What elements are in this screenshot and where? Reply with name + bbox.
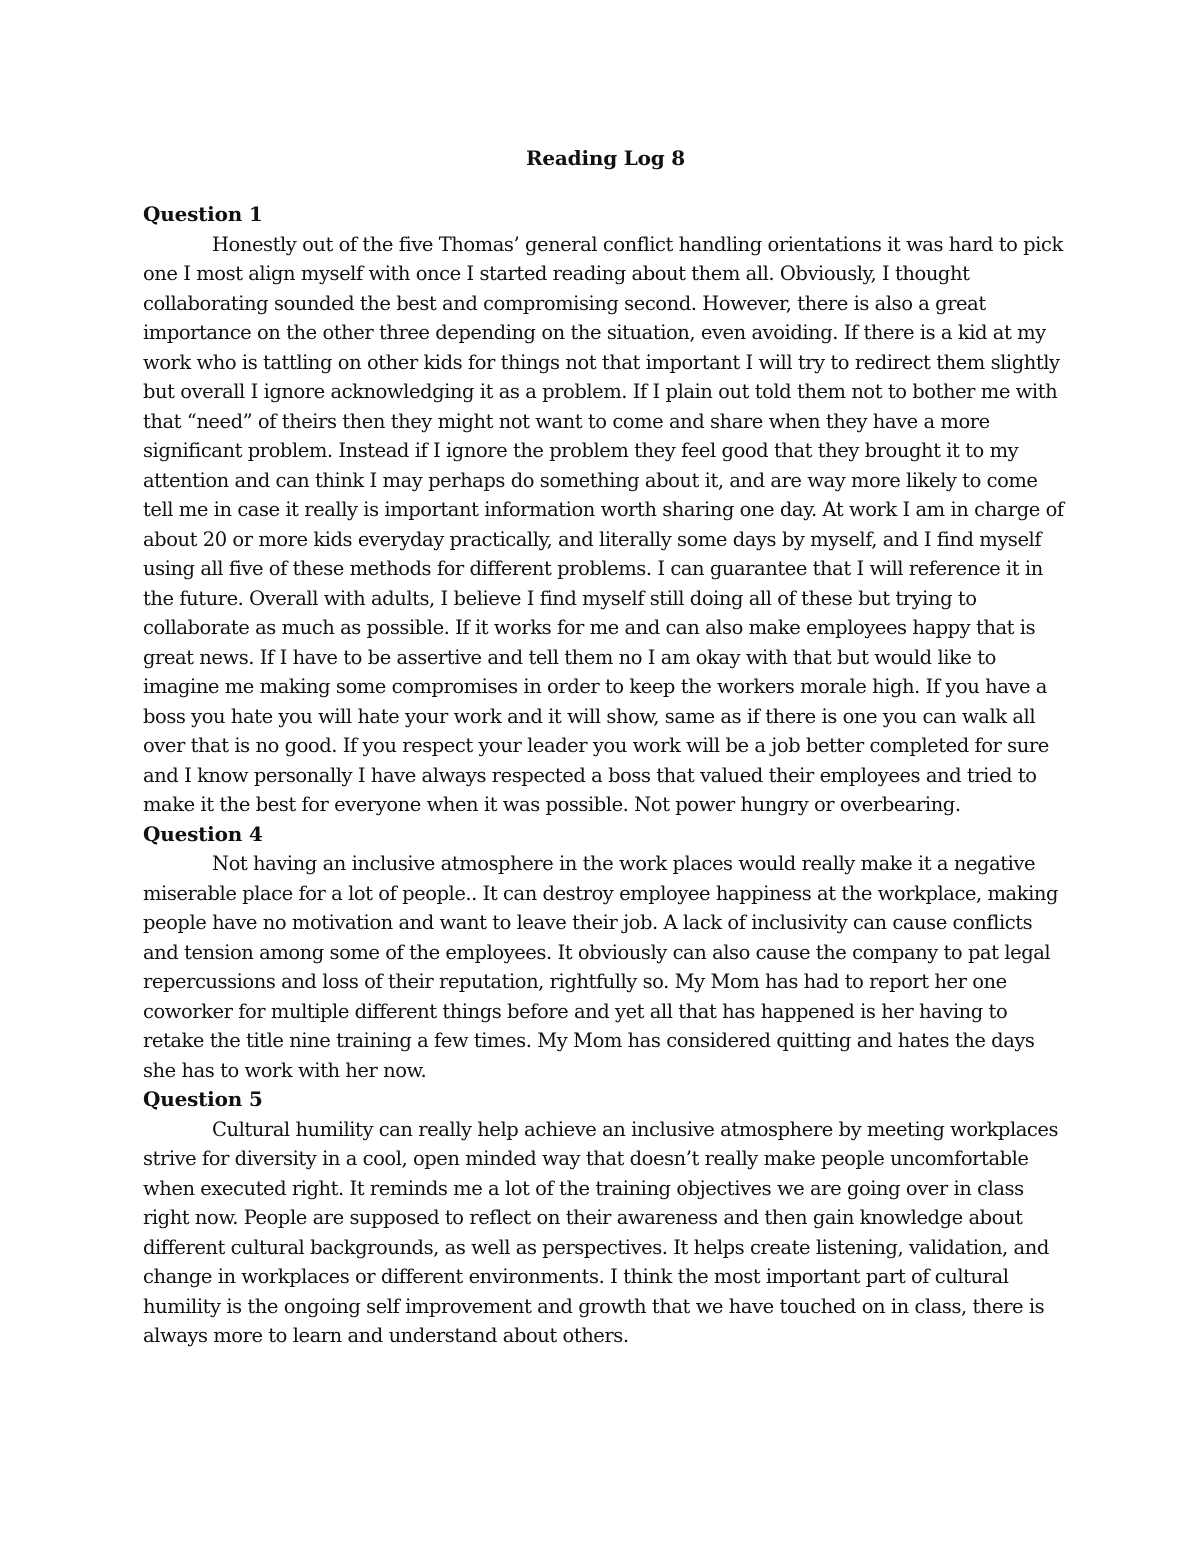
question-4-heading: Question 4 (143, 821, 263, 846)
question-5-heading: Question 5 (143, 1087, 263, 1111)
question-5-answer: Cultural humility can really help achieve an inclusive atmosphere by meeting workplaces strive for diversity in a cool, open minded way that doesn’t really make people uncomfortable when executed right. It reminds me a lot of the training objectives we are going over in class right now. People are supposed to reflect on their awareness and then gain knowledge about different cultural backgrounds, as well as perspectives. It helps create listening, validation, and change in workplaces or different environments. I think the most important part of cultural humility is the ongoing self improvement and growth that we have touched on in class, there is always more to learn and understand about others. (143, 1117, 1059, 1347)
question-4-section (143, 820, 1068, 1086)
question-1-section (143, 200, 1068, 820)
question-1-answer: Honestly out of the five Thomas’ general conflict handling orientations it was hard to pick one I most align myself with once I started reading about them all. Obviously, I thought collaborating sounded the best and compromising second. However, there is also a great importance on the other three depending on the situation, even avoiding. If there is a kid at my work who is tattling on other kids for things not that important I will try to redirect them slightly but overall I ignore acknowledging it as a problem. If I plain out told them not to bother me with that “need” of theirs then they might not want to come and share when they have a more significant problem. Instead if I ignore the problem they feel good that they brought it to my attention and can think I may perhaps do something about it, and are way more likely to come tell me in case it really is important information worth sharing one day. At work I am in charge of about 20 or more kids everyday practically, and literally some days by myself, and I find myself using all five of these methods for different problems. I can guarantee that I will reference it in the future. Overall with adults, I believe I find myself still doing all of these but trying to collaborate as much as possible. If it works for me and can also make employees happy that is great news. If I have to be assertive and tell them no I am okay with that but would like to imagine me making some compromises in order to keep the workers morale high. If you have a boss you hate you will hate your work and it will show, same as if there is one you can walk all over that is no good. If you respect your leader you work will be a job better completed for sure and I know personally I have always respected a boss that valued their employees and tried to make it the best for everyone when it was possible. Not power hungry or overbearing. (143, 232, 1064, 816)
document-title: Reading Log 8 (525, 146, 686, 170)
question-4-answer: Not having an inclusive atmosphere in the work places would really make it a negative miserable place for a lot of people.. It can destroy employee happiness at the workplace, making people have no motivation and want to leave their job. A lack of inclusivity can cause conflicts and tension among some of the employees. It obviously can also cause the company to pat legal repercussions and loss of their reputation, rightfully so. My Mom has had to report her one coworker for multiple different things before and yet all that has happened is her having to retake the title nine training a few times. My Mom has considered quitting and hates the days she has to work with her now. (143, 852, 1059, 1082)
document-content (143, 142, 1068, 1351)
question-1-heading: Question 1 (143, 202, 263, 226)
question-5-section (143, 1085, 1068, 1351)
